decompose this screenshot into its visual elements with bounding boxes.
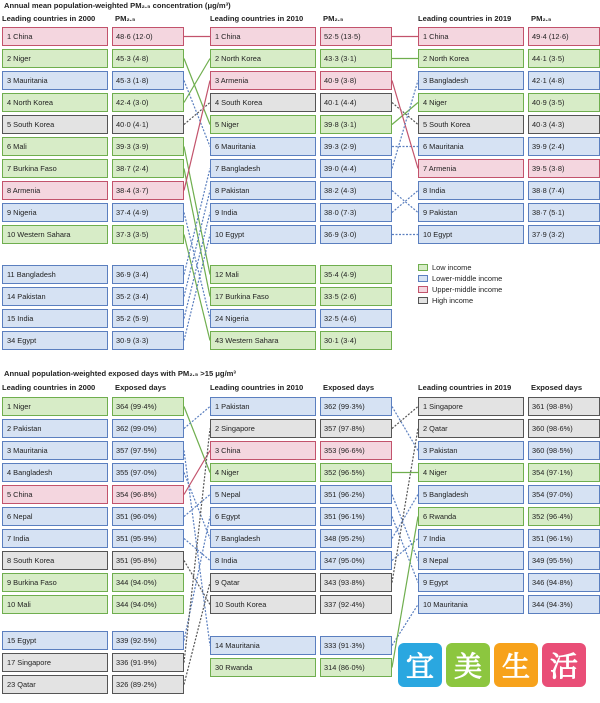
section1-col0-value-header: PM₂.₅ xyxy=(115,14,136,23)
section2-col1-value-cell: 348 (95·2%) xyxy=(320,529,392,548)
section1-col1-header: Leading countries in 2010 xyxy=(210,14,304,23)
section2-link-2-1 xyxy=(392,605,418,646)
section1-col2-value-cell: 44·1 (3·5) xyxy=(528,49,600,68)
watermark-char-3: 生 xyxy=(494,643,538,687)
section2-col1-name-cell: 4 Niger xyxy=(210,463,316,482)
section2-col1-value-cell: 351 (96·1%) xyxy=(320,507,392,526)
section2-col2-name-cell: 9 Egypt xyxy=(418,573,524,592)
section1-col1-name-cell: 17 Burkina Faso xyxy=(210,287,316,306)
section2-col1-value-cell: 351 (96·2%) xyxy=(320,485,392,504)
section2-col0-name-cell: 8 South Korea xyxy=(2,551,108,570)
section1-col0-value-cell: 48·6 (12·0) xyxy=(112,27,184,46)
section1-col0-name-cell: 9 Nigeria xyxy=(2,203,108,222)
section2-col0-value-cell: 355 (97·0%) xyxy=(112,463,184,482)
section1-col2-name-cell: 7 Armenia xyxy=(418,159,524,178)
section1-col0-value-cell: 38·7 (2·4) xyxy=(112,159,184,178)
section2-link-2-0 xyxy=(184,451,210,646)
section2-col0-name-cell: 2 Pakistan xyxy=(2,419,108,438)
section2-col1-value-header: Exposed days xyxy=(323,383,375,392)
section1-col1-value-cell: 30·1 (3·4) xyxy=(320,331,392,350)
section2-col2-value-cell: 344 (94·3%) xyxy=(528,595,600,614)
legend-item-low xyxy=(418,262,502,273)
section1-link-6-0 xyxy=(184,169,210,297)
section1-col0-value-cell: 35·2 (5·9) xyxy=(112,309,184,328)
section2-col1-name-cell: 6 Egypt xyxy=(210,507,316,526)
section1-col2-name-cell: 5 South Korea xyxy=(418,115,524,134)
section2-col0-value-cell: 351 (96·0%) xyxy=(112,507,184,526)
section2-link-8-0 xyxy=(184,517,210,641)
section2-col0-value-cell: 344 (94·0%) xyxy=(112,595,184,614)
section2-col2-name-cell: 3 Pakistan xyxy=(418,441,524,460)
section2-col1-name-cell: 8 India xyxy=(210,551,316,570)
section2-col1-header: Leading countries in 2010 xyxy=(210,383,304,392)
section2-link-1-1 xyxy=(392,407,418,451)
legend-item-lm xyxy=(418,273,502,284)
section2-col1-value-cell: 352 (96·5%) xyxy=(320,463,392,482)
legend-swatch xyxy=(418,275,428,282)
section1-col1-value-cell: 40·1 (4·4) xyxy=(320,93,392,112)
section1-col0-name-cell: 7 Burkina Faso xyxy=(2,159,108,178)
section1-col0-name-cell: 34 Egypt xyxy=(2,331,108,350)
section1-col0-name-cell: 1 China xyxy=(2,27,108,46)
section2-col0-value-header: Exposed days xyxy=(115,383,167,392)
section2-col2-name-cell: 2 Qatar xyxy=(418,419,524,438)
section1-col1-name-cell: 7 Bangladesh xyxy=(210,159,316,178)
section1-link-10-0 xyxy=(184,169,210,275)
section1-col0-name-cell: 2 Niger xyxy=(2,49,108,68)
section1-col0-name-cell: 5 South Korea xyxy=(2,115,108,134)
section1-col1-name-cell: 43 Western Sahara xyxy=(210,331,316,350)
section1-col0-value-cell: 30·9 (3·3) xyxy=(112,331,184,350)
legend-label: Lower-middle income xyxy=(432,274,503,283)
section1-col1-name-cell: 8 Pakistan xyxy=(210,181,316,200)
section1-col1-value-cell: 35·4 (4·9) xyxy=(320,265,392,284)
section1-col0-value-cell: 37·4 (4·9) xyxy=(112,203,184,222)
section1-col1-value-cell: 39·0 (4·4) xyxy=(320,159,392,178)
legend-swatch xyxy=(418,286,428,293)
section2-col0-name-cell: 1 Niger xyxy=(2,397,108,416)
legend-swatch xyxy=(418,264,428,271)
section2-col2-value-header: Exposed days xyxy=(531,383,583,392)
section2-col0-value-cell: 344 (94·0%) xyxy=(112,573,184,592)
section2-col2-name-cell: 4 Niger xyxy=(418,463,524,482)
section2-col2-value-cell: 349 (95·5%) xyxy=(528,551,600,570)
section1-col2-value-cell: 40·3 (4·3) xyxy=(528,115,600,134)
section1-col2-value-cell: 38·7 (5·1) xyxy=(528,203,600,222)
section1-col1-value-cell: 38·0 (7·3) xyxy=(320,203,392,222)
section1-col2-value-cell: 40·9 (3·5) xyxy=(528,93,600,112)
section1-col1-value-header: PM₂.₅ xyxy=(323,14,344,23)
section1-col0-name-cell: 6 Mali xyxy=(2,137,108,156)
section1-col1-value-cell: 40·9 (3·8) xyxy=(320,71,392,90)
watermark-char-2: 美 xyxy=(446,643,490,687)
section1-col1-value-cell: 39·3 (2·9) xyxy=(320,137,392,156)
section1-col0-name-cell: 3 Mauritania xyxy=(2,71,108,90)
section2-col1-value-cell: 343 (93·8%) xyxy=(320,573,392,592)
section1-col1-value-cell: 36·9 (3·0) xyxy=(320,225,392,244)
section1-col1-name-cell: 2 North Korea xyxy=(210,49,316,68)
section1-col0-value-cell: 35·2 (3·4) xyxy=(112,287,184,306)
section1-col0-name-cell: 4 North Korea xyxy=(2,93,108,112)
section2-col2-value-cell: 361 (98·8%) xyxy=(528,397,600,416)
section1-col1-value-cell: 38·2 (4·3) xyxy=(320,181,392,200)
section1-col0-value-cell: 42·4 (3·0) xyxy=(112,93,184,112)
section2-col2-name-cell: 7 India xyxy=(418,529,524,548)
section1-link-5-0 xyxy=(184,147,210,275)
watermark-char-4: 活 xyxy=(542,643,586,687)
section2-col1-value-cell: 314 (86·0%) xyxy=(320,658,392,677)
section2-link-3-1 xyxy=(392,495,418,539)
section2-col0-name-cell: 7 India xyxy=(2,529,108,548)
section2-col1-value-cell: 337 (92·4%) xyxy=(320,595,392,614)
section2-col2-name-cell: 1 Singapore xyxy=(418,397,524,416)
section1-col2-name-cell: 3 Bangladesh xyxy=(418,71,524,90)
section1-col0-value-cell: 39·3 (3·9) xyxy=(112,137,184,156)
section1-col1-name-cell: 10 Egypt xyxy=(210,225,316,244)
section2-col1-value-cell: 333 (91·3%) xyxy=(320,636,392,655)
section1-col1-name-cell: 1 China xyxy=(210,27,316,46)
section2-col2-value-cell: 351 (96·1%) xyxy=(528,529,600,548)
section1-col0-value-cell: 40·0 (4·1) xyxy=(112,115,184,134)
section1-col2-name-cell: 9 Pakistan xyxy=(418,203,524,222)
section2-col2-value-cell: 354 (97·1%) xyxy=(528,463,600,482)
section1-col2-value-header: PM₂.₅ xyxy=(531,14,552,23)
section2-col0-name-cell: 23 Qatar xyxy=(2,675,108,694)
section1-col1-name-cell: 6 Mauritania xyxy=(210,137,316,156)
legend-label: Upper-middle income xyxy=(432,285,503,294)
section2-link-8-1 xyxy=(392,517,418,583)
section2-col0-name-cell: 4 Bangladesh xyxy=(2,463,108,482)
section1-col0-name-cell: 8 Armenia xyxy=(2,181,108,200)
section2-col0-name-cell: 6 Nepal xyxy=(2,507,108,526)
section2-link-3-0 xyxy=(184,473,210,539)
section2-col1-value-cell: 357 (97·8%) xyxy=(320,419,392,438)
section2-col1-value-cell: 347 (95·0%) xyxy=(320,551,392,570)
section1-col0-value-cell: 45·3 (4·8) xyxy=(112,49,184,68)
section2-col1-name-cell: 5 Nepal xyxy=(210,485,316,504)
section2-col1-name-cell: 3 China xyxy=(210,441,316,460)
section1-col0-name-cell: 11 Bangladesh xyxy=(2,265,108,284)
section1-col1-name-cell: 9 India xyxy=(210,203,316,222)
section2-col1-value-cell: 353 (96·6%) xyxy=(320,441,392,460)
section1-col0-value-cell: 37·3 (3·5) xyxy=(112,225,184,244)
section2-col2-value-cell: 360 (98·5%) xyxy=(528,441,600,460)
legend-label: High income xyxy=(432,296,474,305)
section2-col0-name-cell: 15 Egypt xyxy=(2,631,108,650)
section1-col0-header: Leading countries in 2000 xyxy=(2,14,96,23)
section1-col1-value-cell: 52·5 (13·5) xyxy=(320,27,392,46)
section1-col2-value-cell: 39·9 (2·4) xyxy=(528,137,600,156)
section2-col2-value-cell: 360 (98·6%) xyxy=(528,419,600,438)
section2-col0-header: Leading countries in 2000 xyxy=(2,383,96,392)
section2-col1-name-cell: 10 South Korea xyxy=(210,595,316,614)
section1-col2-header: Leading countries in 2019 xyxy=(418,14,512,23)
section2-col1-name-cell: 9 Qatar xyxy=(210,573,316,592)
section2-col0-value-cell: 362 (99·0%) xyxy=(112,419,184,438)
section1-link-11-0 xyxy=(184,191,210,297)
section1-col0-value-cell: 36·9 (3·4) xyxy=(112,265,184,284)
section2-col0-value-cell: 354 (96·8%) xyxy=(112,485,184,504)
section2-col0-name-cell: 5 China xyxy=(2,485,108,504)
section1-col0-value-cell: 45·3 (1·8) xyxy=(112,71,184,90)
section1-col2-name-cell: 1 China xyxy=(418,27,524,46)
section2-col0-value-cell: 351 (95·8%) xyxy=(112,551,184,570)
section1-col2-name-cell: 10 Egypt xyxy=(418,225,524,244)
section1-col0-name-cell: 15 India xyxy=(2,309,108,328)
section1-col2-value-cell: 39·5 (3·8) xyxy=(528,159,600,178)
section1-col1-name-cell: 3 Armenia xyxy=(210,71,316,90)
section2-col0-value-cell: 336 (91·9%) xyxy=(112,653,184,672)
legend-swatch xyxy=(418,297,428,304)
legend-item-hi xyxy=(418,295,502,306)
section1-col2-value-cell: 37·9 (3·2) xyxy=(528,225,600,244)
section1-col2-name-cell: 2 North Korea xyxy=(418,49,524,68)
section2-col1-name-cell: 2 Singapore xyxy=(210,419,316,438)
section2-col1-name-cell: 30 Rwanda xyxy=(210,658,316,677)
section1-title: Annual mean population-weighted PM₂.₅ concentration (μg/m³) xyxy=(4,1,231,10)
legend-item-um xyxy=(418,284,502,295)
section1-col2-value-cell: 42·1 (4·8) xyxy=(528,71,600,90)
section1-col2-value-cell: 49·4 (12·6) xyxy=(528,27,600,46)
section2-col0-name-cell: 17 Singapore xyxy=(2,653,108,672)
section2-col0-name-cell: 9 Burkina Faso xyxy=(2,573,108,592)
section1-col2-name-cell: 4 Niger xyxy=(418,93,524,112)
section1-col0-name-cell: 10 Western Sahara xyxy=(2,225,108,244)
section1-col1-name-cell: 24 Nigeria xyxy=(210,309,316,328)
section2-col2-header: Leading countries in 2019 xyxy=(418,383,512,392)
section1-col1-name-cell: 4 South Korea xyxy=(210,93,316,112)
section2-col0-value-cell: 351 (95·9%) xyxy=(112,529,184,548)
section1-col1-value-cell: 32·5 (4·6) xyxy=(320,309,392,328)
section2-link-4-0 xyxy=(184,451,210,495)
section1-col2-name-cell: 8 India xyxy=(418,181,524,200)
section2-col2-name-cell: 6 Rwanda xyxy=(418,507,524,526)
section1-col2-name-cell: 6 Mauritania xyxy=(418,137,524,156)
section2-link-9-1 xyxy=(392,407,418,429)
income-legend xyxy=(418,262,502,306)
section2-col0-name-cell: 3 Mauritania xyxy=(2,441,108,460)
section2-col2-value-cell: 346 (94·8%) xyxy=(528,573,600,592)
section1-col1-value-cell: 39·8 (3·1) xyxy=(320,115,392,134)
watermark-logo xyxy=(398,643,590,689)
legend-label: Low income xyxy=(432,263,472,272)
section2-col1-name-cell: 14 Mauritania xyxy=(210,636,316,655)
section2-col0-value-cell: 364 (99·4%) xyxy=(112,397,184,416)
section2-col0-value-cell: 326 (89·2%) xyxy=(112,675,184,694)
section2-title: Annual population-weighted exposed days with PM₂.₅ >15 μg/m³ xyxy=(4,369,236,378)
section2-col2-name-cell: 5 Bangladesh xyxy=(418,485,524,504)
section2-col0-value-cell: 357 (97·5%) xyxy=(112,441,184,460)
section1-col1-value-cell: 43·3 (3·1) xyxy=(320,49,392,68)
section2-link-10-0 xyxy=(184,583,210,685)
watermark-char-1: 宜 xyxy=(398,643,442,687)
section2-col0-name-cell: 10 Mali xyxy=(2,595,108,614)
section2-col1-name-cell: 1 Pakistan xyxy=(210,397,316,416)
section1-col1-name-cell: 5 Niger xyxy=(210,115,316,134)
section2-col2-name-cell: 8 Nepal xyxy=(418,551,524,570)
section2-col2-value-cell: 352 (96·4%) xyxy=(528,507,600,526)
section2-col1-name-cell: 7 Bangladesh xyxy=(210,529,316,548)
section1-col2-value-cell: 38·8 (7·4) xyxy=(528,181,600,200)
section1-col1-name-cell: 12 Mali xyxy=(210,265,316,284)
section2-col1-value-cell: 362 (99·3%) xyxy=(320,397,392,416)
section1-col0-value-cell: 38·4 (3·7) xyxy=(112,181,184,200)
section2-col0-value-cell: 339 (92·5%) xyxy=(112,631,184,650)
section1-col0-name-cell: 14 Pakistan xyxy=(2,287,108,306)
section2-col2-name-cell: 10 Mauritania xyxy=(418,595,524,614)
section1-col1-value-cell: 33·5 (2·6) xyxy=(320,287,392,306)
section2-col2-value-cell: 354 (97·0%) xyxy=(528,485,600,504)
